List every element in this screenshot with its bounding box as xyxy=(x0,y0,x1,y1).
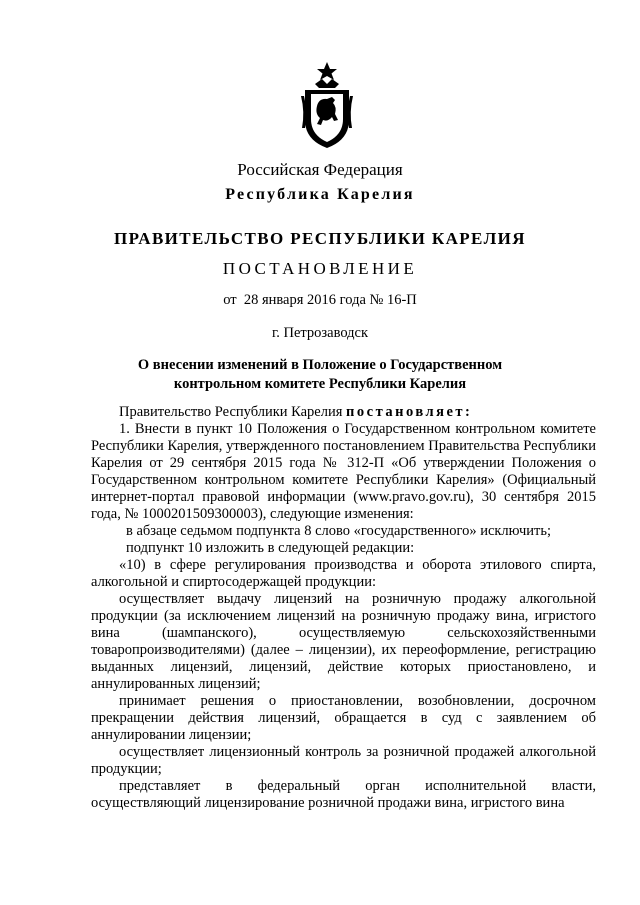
intro-text: Правительство Республики Карелия xyxy=(119,404,347,420)
paragraph-4: «10) в сфере регулирования производства и оборота этилового спирта, алкогольной и спиртосодержащей продукции: xyxy=(91,557,596,590)
subject-line-2: контрольном комитете Республики Карелия xyxy=(173,376,467,392)
document-city: г. Петрозаводск xyxy=(271,325,369,341)
document-date: от 28 января 2016 года № 16-П xyxy=(223,292,417,308)
country-heading: Российская Федерация xyxy=(237,160,403,179)
intro-spaced-verb: постановляет: xyxy=(346,404,473,420)
republic-heading: Республика Карелия xyxy=(225,186,415,203)
document-subject xyxy=(0,356,640,394)
intro-paragraph xyxy=(91,404,596,421)
document-body xyxy=(91,404,596,812)
paragraph-1: 1. Внести в пункт 10 Положения о Государственном контрольном комитете Республики Карелия, утвержденного постановлением Правительства Республики Карелия от 29 сентября 2015 года № 312-П «Об утверждении Положения о Государственном контрольном комитете Республики Карелия» (Официальный интернет-портал правовой информации (www.pravo.gov.ru), 30 сентября 2015 года, № 1000201509300003), следующие изменения: xyxy=(91,421,596,522)
paragraph-3: подпункт 10 изложить в следующей редакции: xyxy=(126,540,415,556)
document-type: ПОСТАНОВЛЕНИЕ xyxy=(222,259,418,278)
paragraph-6: принимает решения о приостановлении, возобновлении, досрочном прекращении действия лицензий, обращается в суд с заявлением об аннулировании лицензии; xyxy=(91,693,596,743)
subject-line-1: О внесении изменений в Положение о Государственном xyxy=(137,357,503,373)
paragraph-5: осуществляет выдачу лицензий на розничную продажу алкогольной продукции (за исключением лицензий на розничную продажу вина, игристого вина (шампанского), осуществляемую сельскохозяйственными товаропроизводителями) (далее – лицензии), их переоформление, регистрацию выданных лицензий, лицензий, действие которых приостановлено, и аннулированных лицензий; xyxy=(91,591,596,692)
government-heading: ПРАВИТЕЛЬСТВО РЕСПУБЛИКИ КАРЕЛИЯ xyxy=(114,229,526,248)
paragraph-2: в абзаце седьмом подпункта 8 слово «государственного» исключить; xyxy=(126,523,551,539)
paragraph-7: осуществляет лицензионный контроль за розничной продажей алкогольной продукции; xyxy=(91,744,596,777)
karelia-coat-of-arms-icon xyxy=(299,62,355,148)
paragraph-8: представляет в федеральный орган исполнительной власти, осуществляющий лицензирование розничной продажи вина, игристого вина xyxy=(91,778,596,811)
